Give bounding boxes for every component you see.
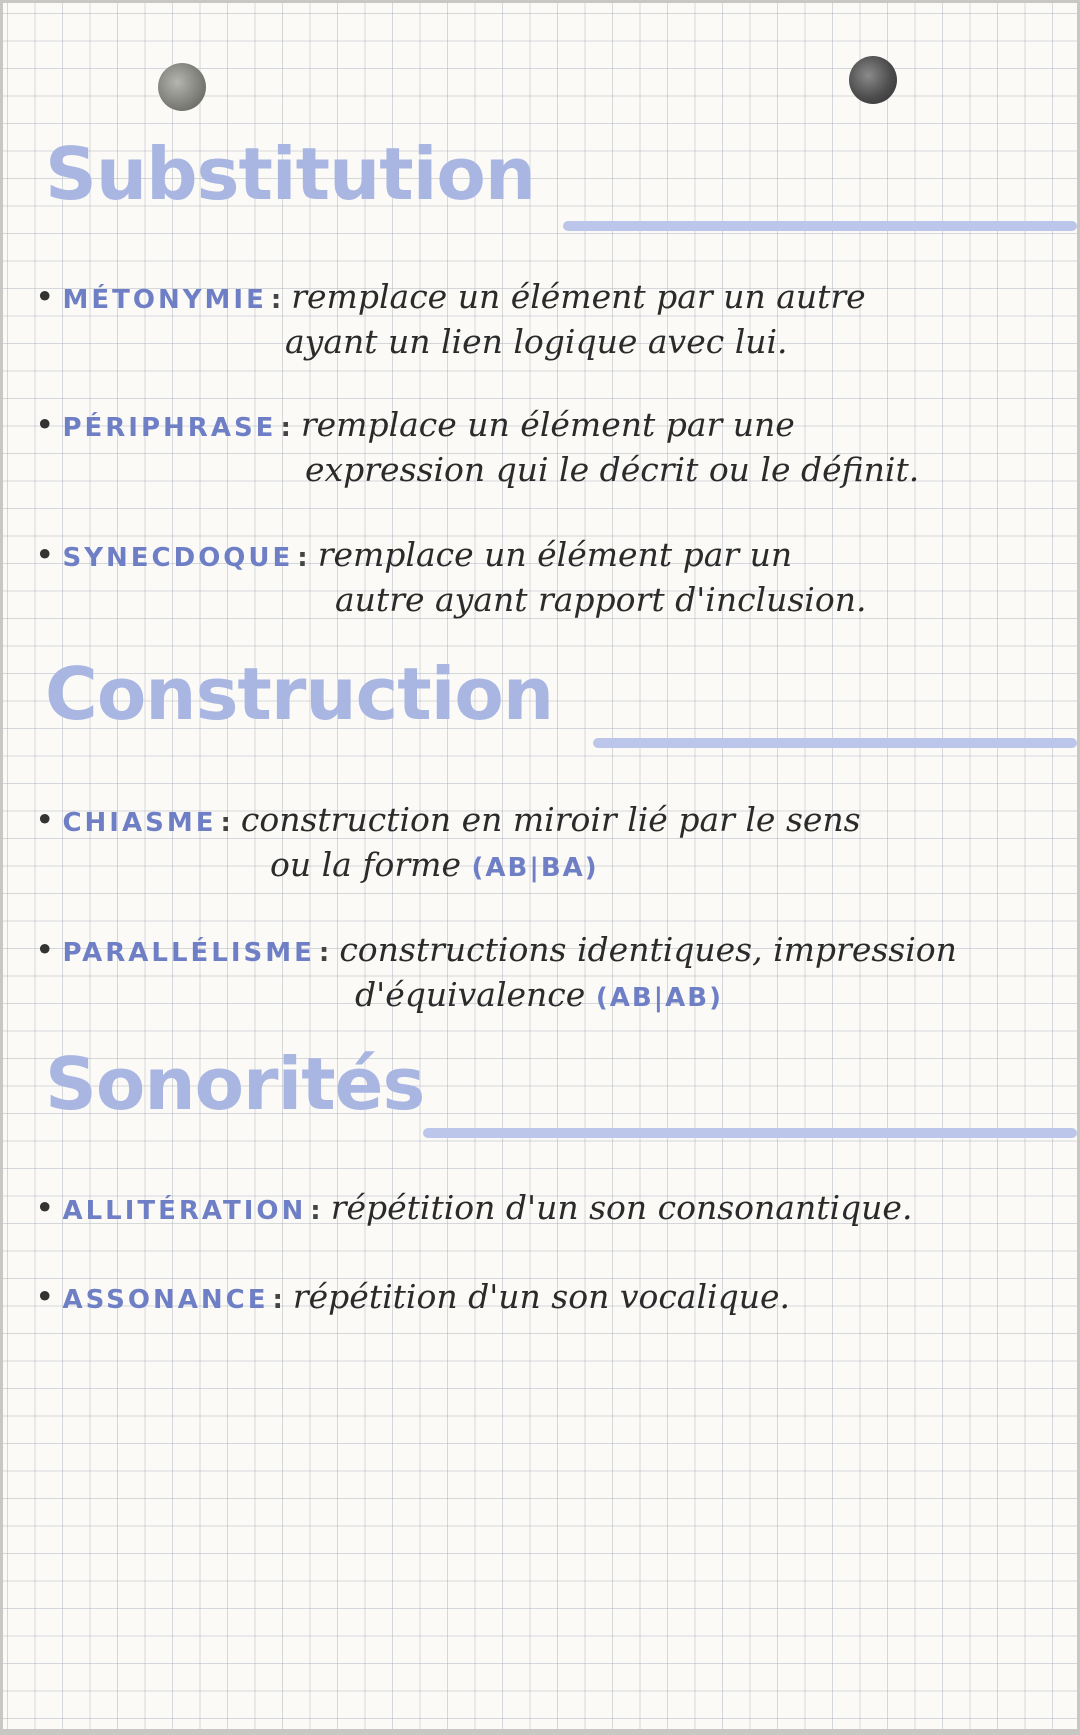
list-item-parallelisme bbox=[35, 928, 1053, 1017]
term: SYNECDOQUE bbox=[62, 543, 294, 573]
formula: (AB|AB) bbox=[595, 982, 723, 1013]
list-item-periphrase bbox=[35, 403, 1053, 492]
colon: : bbox=[280, 413, 291, 443]
bullet: • bbox=[35, 1277, 55, 1316]
colon: : bbox=[297, 543, 308, 573]
definition-continued: expression qui le décrit ou le définit. bbox=[305, 449, 920, 489]
definition-continued: ayant un lien logique avec lui. bbox=[285, 321, 788, 361]
definition-continued: autre ayant rapport d'inclusion. bbox=[335, 579, 867, 619]
colon: : bbox=[272, 1285, 283, 1315]
bullet: • bbox=[35, 277, 55, 316]
definition: remplace un élément par une bbox=[300, 405, 795, 444]
definition: remplace un élément par un autre bbox=[291, 277, 866, 316]
section-title-construction: Construction bbox=[45, 652, 554, 736]
punch-hole bbox=[158, 63, 206, 111]
colon: : bbox=[220, 808, 231, 838]
definition-continued bbox=[35, 973, 1053, 1018]
list-item-alliteration bbox=[35, 1186, 1053, 1231]
formula: (AB|BA) bbox=[471, 852, 599, 883]
section-underline bbox=[593, 738, 1077, 748]
definition: remplace un élément par un bbox=[317, 535, 793, 574]
section-title-substitution: Substitution bbox=[45, 132, 536, 216]
punch-hole bbox=[849, 56, 897, 104]
list-item-chiasme bbox=[35, 798, 1053, 887]
section-title-sonorites: Sonorités bbox=[45, 1042, 425, 1126]
bullet: • bbox=[35, 405, 55, 444]
section-underline bbox=[423, 1128, 1077, 1138]
list-item-synecdoque bbox=[35, 533, 1053, 622]
colon: : bbox=[318, 938, 330, 968]
definition: construction en miroir lié par le sens bbox=[240, 800, 861, 839]
bullet: • bbox=[35, 930, 55, 969]
definition: constructions identiques, impression bbox=[339, 930, 957, 969]
list-item-assonance bbox=[35, 1275, 1053, 1320]
colon: : bbox=[310, 1196, 321, 1226]
term: ASSONANCE bbox=[62, 1285, 269, 1315]
definition: répétition d'un son consonantique. bbox=[330, 1188, 913, 1227]
definition-continued bbox=[35, 843, 1053, 888]
term: CHIASME bbox=[62, 808, 217, 838]
term: ALLITÉRATION bbox=[62, 1196, 307, 1226]
notebook-page bbox=[3, 3, 1077, 1729]
bullet: • bbox=[35, 800, 55, 839]
bullet: • bbox=[35, 535, 55, 574]
section-underline bbox=[563, 221, 1077, 231]
definition-text: d'équivalence bbox=[355, 974, 586, 1014]
definition: répétition d'un son vocalique. bbox=[292, 1277, 790, 1316]
term: PARALLÉLISME bbox=[62, 938, 315, 968]
term: PÉRIPHRASE bbox=[62, 413, 277, 443]
definition-text: ou la forme bbox=[270, 844, 462, 884]
list-item-metonymie bbox=[35, 275, 1053, 364]
term: MÉTONYMIE bbox=[62, 285, 267, 315]
bullet: • bbox=[35, 1188, 55, 1227]
colon: : bbox=[270, 285, 282, 315]
